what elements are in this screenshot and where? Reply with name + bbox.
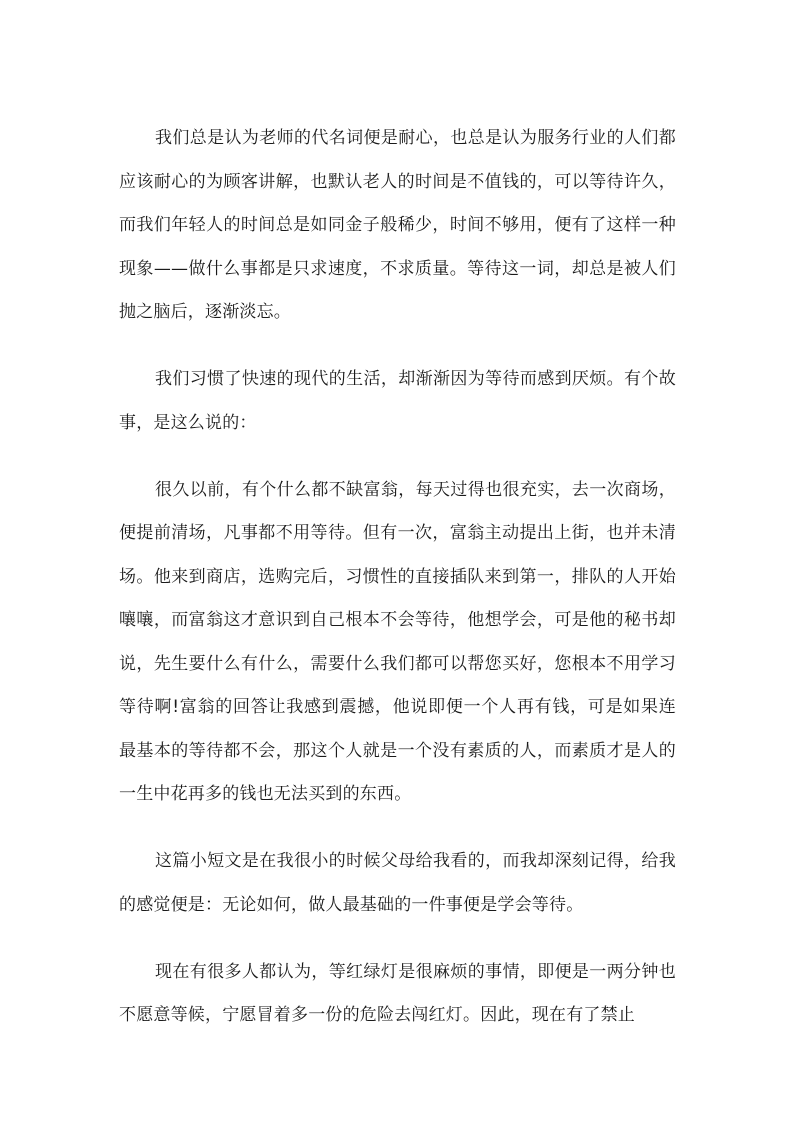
paragraph-4: 这篇小短文是在我很小的时候父母给我看的，而我却深刻记得，给我的感觉便是：无论如何，做人最基础的一件事便是学会等待。 xyxy=(119,851,676,915)
paragraph-3: 很久以前，有个什么都不缺富翁，每天过得也很充实，去一次商场，便提前清场，凡事都不用等待。但有一次，富翁主动提出上街，也并未清场。他来到商店，选购完后，习惯性的直接插队来到第一，排队的人开始嚷嚷，而富翁这才意识到自己根本不会等待，他想学会，可是他的秘书却说，先生要什么有什么，需要什么我们都可以帮您买好，您根本不用学习等待啊!富翁的回答让我感到震撼，他说即便一个人再有钱，可是如果连最基本的等待都不会，那这个人就是一个没有素质的人，而素质才是人的一生中花再多的钱也无法买到的东西。 xyxy=(119,479,676,804)
document-body xyxy=(119,117,676,1061)
paragraph-5: 现在有很多人都认为，等红绿灯是很麻烦的事情，即便是一两分钟也不愿意等候，宁愿冒着多一份的危险去闯红灯。因此，现在有了禁止 xyxy=(119,961,676,1025)
paragraph-2: 我们习惯了快速的现代的生活，却渐渐因为等待而感到厌烦。有个故事，是这么说的： xyxy=(119,369,676,433)
paragraph-1: 我们总是认为老师的代名词便是耐心，也总是认为服务行业的人们都应该耐心的为顾客讲解，也默认老人的时间是不值钱的，可以等待许久，而我们年轻人的时间总是如同金子般稀少，时间不够用，便有了这样一种现象——做什么事都是只求速度，不求质量。等待这一词，却总是被人们抛之脑后，逐渐淡忘。 xyxy=(119,128,676,322)
